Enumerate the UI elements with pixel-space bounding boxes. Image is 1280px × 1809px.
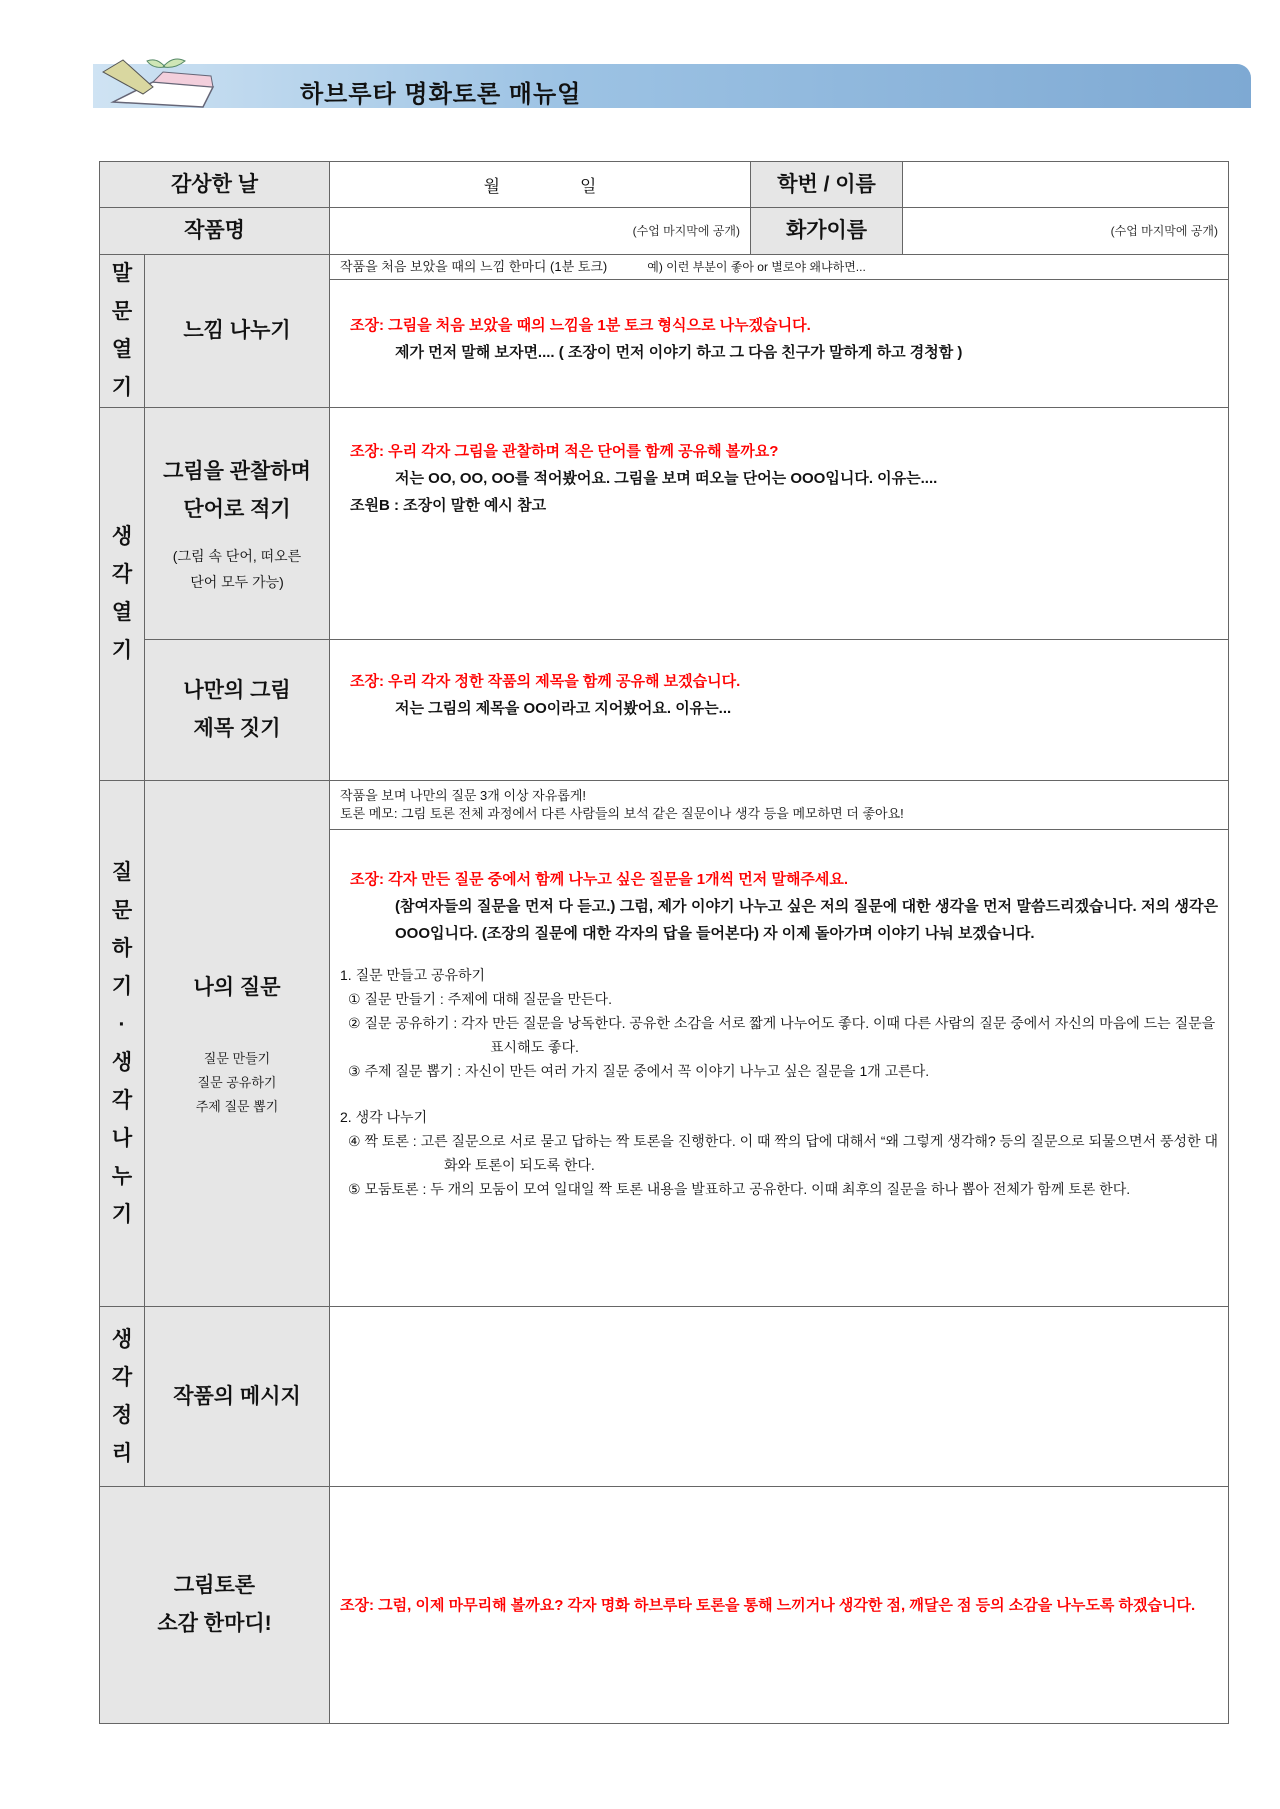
book-pencil-logo-icon bbox=[93, 52, 233, 110]
work-note: (수업 마지막에 공개) bbox=[632, 224, 741, 238]
leader-script: 조장: 우리 각자 정한 작품의 제목을 함께 공유해 보겠습니다. bbox=[350, 673, 741, 690]
leader-script: 조장: 그럼, 이제 마무리해 볼까요? 각자 명화 하브루타 토론을 통해 느끼거나 생각한 점, 깨달은 점 등의 소감을 나누도록 하겠습니다. bbox=[340, 1596, 1196, 1614]
student-label: 학번 / 이름 bbox=[751, 162, 903, 208]
message-content[interactable] bbox=[330, 1307, 1229, 1487]
example-line: 저는 그림의 제목을 OO이라고 지어봤어요. 이유는... bbox=[395, 700, 732, 717]
question-content[interactable] bbox=[330, 781, 1229, 1307]
artist-field[interactable] bbox=[903, 208, 1229, 255]
date-field[interactable] bbox=[330, 162, 751, 208]
group-label-question: 질 문 하 기 · 생 각 나 누 기 bbox=[100, 781, 145, 1307]
reflection-content[interactable] bbox=[330, 1487, 1229, 1724]
title-banner bbox=[93, 64, 1251, 108]
work-label: 작품명 bbox=[100, 208, 330, 255]
work-field[interactable] bbox=[330, 208, 751, 255]
title-label: 나만의 그림 제목 짓기 bbox=[145, 640, 330, 781]
group-label-think: 생 각 열 기 bbox=[100, 408, 145, 781]
question-prompt: 작품을 보며 나만의 질문 3개 이상 자유롭게! 토론 메모: 그림 토론 전체 과정에서 다른 사람들의 보석 같은 질문이나 생각 등을 메모하면 더 좋아요! bbox=[330, 781, 1228, 830]
leader-script: 조장: 그림을 처음 보았을 때의 느낌을 1분 토크 형식으로 나누겠습니다. bbox=[350, 317, 811, 334]
feeling-label: 느낌 나누기 bbox=[145, 255, 330, 408]
example-paragraph: (참여자들의 질문을 먼저 다 듣고.) 그럼, 제가 이야기 나누고 싶은 저의 질문에 대한 생각을 먼저 말씀드리겠습니다. 저의 생각은 OOO입니다. (조장의 질문에 대한 각자의 답을 들어본다) 자 이제 돌아가며 이야기 나눠 보겠습니다. bbox=[395, 898, 1219, 942]
month-label: 월 bbox=[483, 177, 501, 196]
observe-content[interactable] bbox=[330, 408, 1229, 640]
message-label: 작품의 메시지 bbox=[145, 1307, 330, 1487]
leader-script: 조장: 각자 만든 질문 중에서 함께 나누고 싶은 질문을 1개씩 먼저 말해주세요. bbox=[350, 871, 849, 888]
example-line: 저는 OO, OO, OO를 적어봤어요. 그림을 보며 떠오늘 단어는 OOO입니다. 이유는.... bbox=[395, 470, 938, 487]
manual-table bbox=[99, 161, 1229, 1724]
reflection-label: 그림토론 소감 한마디! bbox=[100, 1487, 330, 1724]
leader-script: 조장: 우리 각자 그림을 관찰하며 적은 단어를 함께 공유해 볼까요? bbox=[350, 443, 779, 460]
procedure-list: 1. 질문 만들고 공유하기 ① 질문 만들기 : 주제에 대해 질문을 만든다. ② 질문 공유하기 : 각자 만든 질문을 낭독한다. 공유한 소감을 서로 짧게 나누어도 좋다. 이때 다른 사람의 질문 중에서 자신의 마음에 드는 질문을 표시해도 좋다. ③ 주제 질문 뽑기 : 자신이 만든 여러 가지 질문 중에서 꼭 이야기 나누고 싶은 질문을 1개 고른다. 2. 생각 나누기 ④ 짝 토론 : 고른 질문으로 서로 묻고 답하는 짝 토론을 진행한다. 이 때 짝의 답에 대해서 “왜 그렇게 생각해? 등의 질문으로 되물으면서 풍성한 대화와 토론이 되도록 한다. ⑤ 모둠토론 : 두 개의 모둠이 모여 일대일 짝 토론 내용을 발표하고 공유한다. 이때 최후의 질문을 하나 뽑아 전체가 함께 토론 한다. bbox=[340, 967, 1218, 1197]
student-field[interactable] bbox=[903, 162, 1229, 208]
feeling-prompt: 작품을 처음 보았을 때의 느낌 한마디 (1분 토크) 예) 이런 부분이 좋아 or 별로야 왜냐하면... bbox=[330, 255, 1228, 280]
artist-label: 화가이름 bbox=[751, 208, 903, 255]
group-label-wrapup: 생 각 정 리 bbox=[100, 1307, 145, 1487]
example-line: 제가 먼저 말해 보자면.... ( 조장이 먼저 이야기 하고 그 다음 친구가 말하게 하고 경청함 ) bbox=[395, 344, 963, 361]
observe-label: 그림을 관찰하며 단어로 적기 (그림 속 단어, 떠오른 단어 모두 가능) bbox=[145, 408, 330, 640]
group-label-open: 말 문 열 기 bbox=[100, 255, 145, 408]
date-label: 감상한 날 bbox=[100, 162, 330, 208]
title-content[interactable] bbox=[330, 640, 1229, 781]
feeling-content[interactable] bbox=[330, 255, 1229, 408]
page-title: 하브루타 명화토론 매뉴얼 bbox=[300, 81, 582, 108]
my-question-label: 나의 질문 질문 만들기 질문 공유하기 주제 질문 뽑기 bbox=[145, 781, 330, 1307]
member-note: 조원B : 조장이 말한 예시 참고 bbox=[350, 497, 547, 514]
day-label: 일 bbox=[580, 177, 597, 196]
artist-note: (수업 마지막에 공개) bbox=[1110, 224, 1219, 238]
